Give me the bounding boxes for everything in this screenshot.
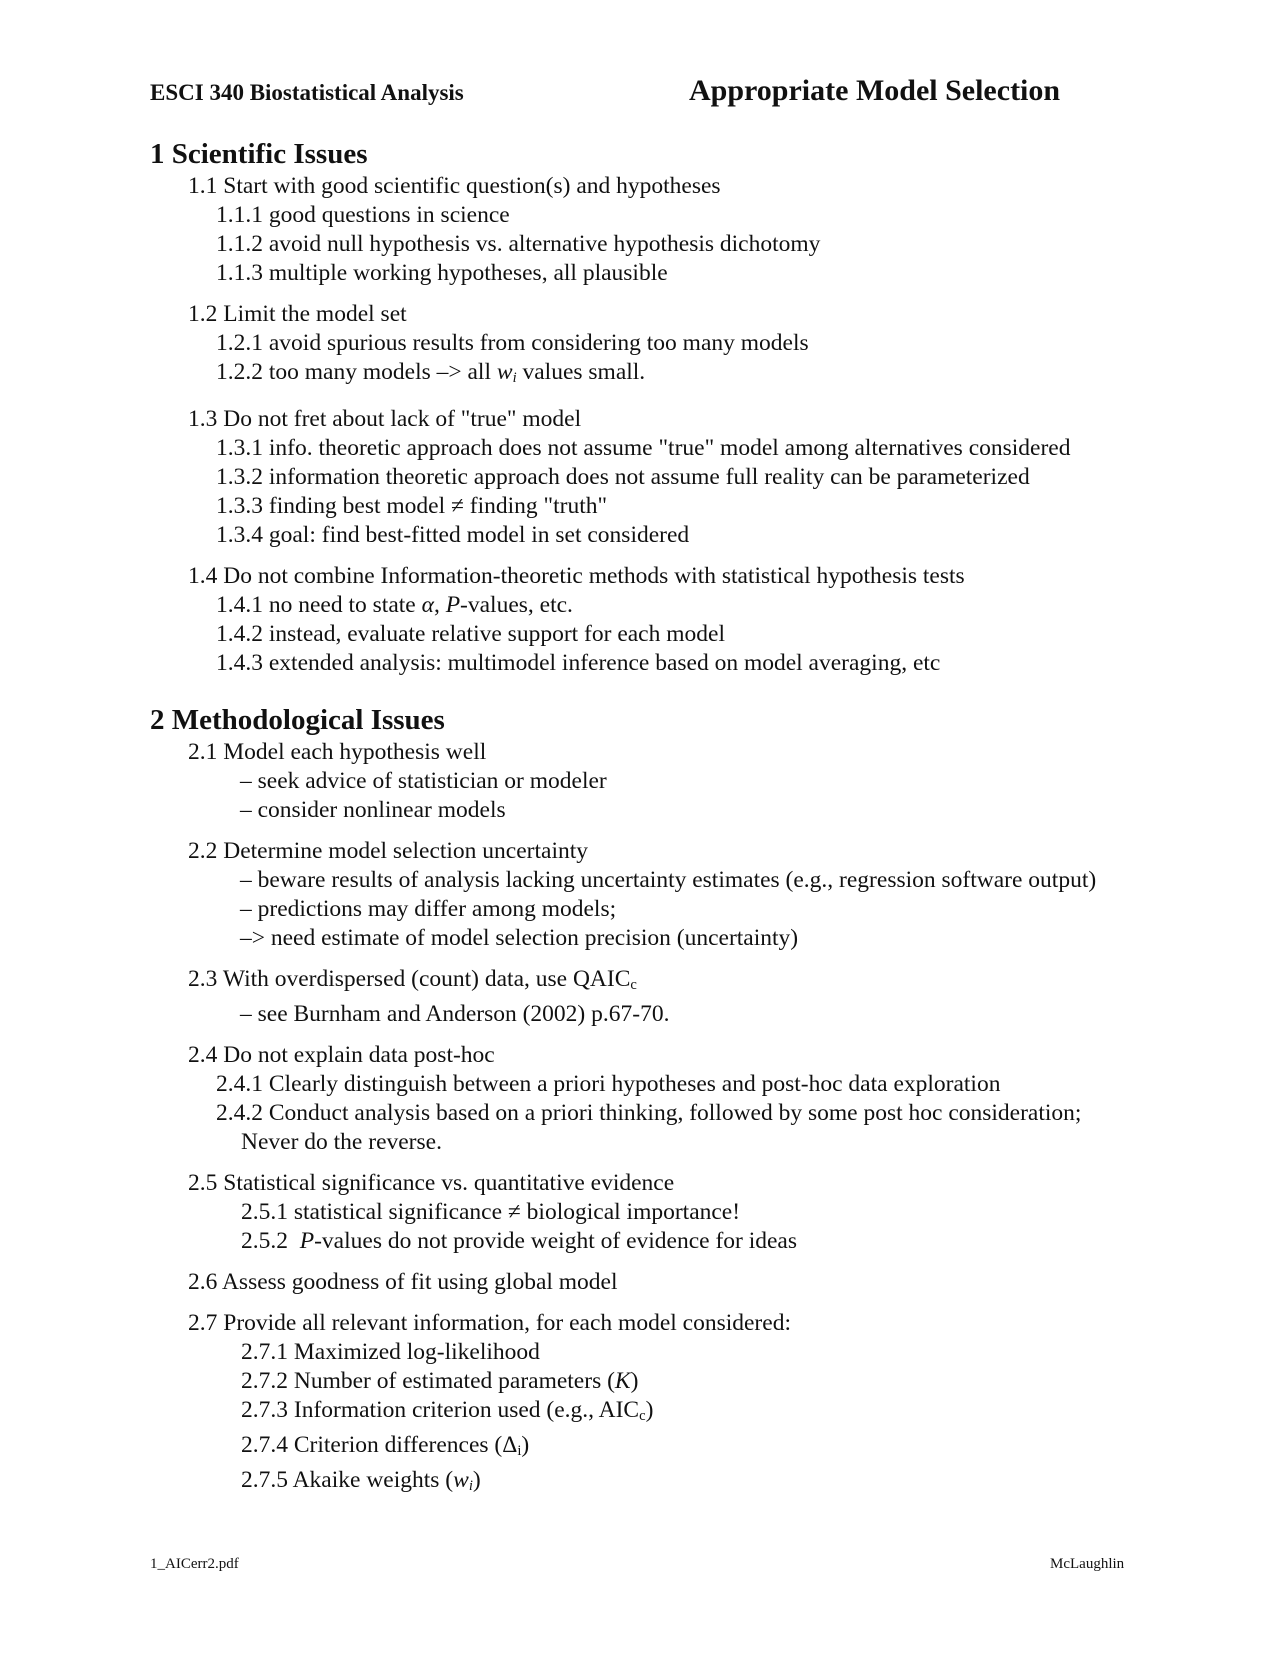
- section-heading-2: 2 Methodological Issues: [150, 704, 445, 736]
- list-item: – beware results of analysis lacking uncertainty estimates (e.g., regression software output): [240, 867, 1097, 893]
- list-item: – consider nonlinear models: [240, 797, 506, 823]
- item-text: 1.2.2 too many models –> all: [216, 359, 491, 385]
- item-text: 2.7.2 Number of estimated parameters (: [241, 1368, 615, 1394]
- group-2-1: [150, 738, 1250, 825]
- list-item: – seek advice of statistician or modeler: [240, 768, 607, 794]
- p-symbol: P: [445, 592, 461, 618]
- k-symbol: K: [614, 1368, 631, 1394]
- group-title: 1.3 Do not fret about lack of "true" model: [188, 406, 582, 432]
- footer-author: McLaughlin: [1050, 1556, 1125, 1572]
- list-item: [150, 1431, 1250, 1466]
- paren: ): [521, 1432, 530, 1458]
- list-item: [150, 591, 1250, 620]
- group-title: 2.2 Determine model selection uncertainty: [188, 838, 589, 864]
- paren: ): [645, 1397, 654, 1423]
- list-item: 1.3.1 info. theoretic approach does not assume "true" model among alternatives considered: [216, 435, 1071, 461]
- group-title: 1.4 Do not combine Information-theoretic methods with statistical hypothesis tests: [188, 563, 965, 589]
- list-item: [150, 1396, 1250, 1431]
- group-2-3: [150, 965, 1250, 1029]
- p-symbol: P: [299, 1228, 315, 1254]
- list-item: 2.7.1 Maximized log-likelihood: [241, 1339, 540, 1365]
- group-2-7: [150, 1309, 1250, 1501]
- list-item: – see Burnham and Anderson (2002) p.67-70.: [240, 1001, 670, 1027]
- paren: ): [630, 1368, 639, 1394]
- subscript: c: [639, 1408, 646, 1424]
- list-item: 2.5.1 statistical significance ≠ biological importance!: [241, 1199, 741, 1225]
- item-text: 1.4.1 no need to state: [216, 592, 416, 618]
- comma: ,: [433, 592, 440, 618]
- course-title: ESCI 340 Biostatistical Analysis: [150, 80, 464, 105]
- group-title: 2.1 Model each hypothesis well: [188, 739, 487, 765]
- group-title: 1.1 Start with good scientific question(s) and hypotheses: [188, 173, 721, 199]
- group-1-1: [150, 172, 1250, 288]
- item-text: 2.7.4 Criterion differences (Δ: [241, 1432, 518, 1458]
- group-title: 2.7 Provide all relevant information, for each model considered:: [188, 1310, 791, 1336]
- list-item: 2.4.1 Clearly distinguish between a priori hypotheses and post-hoc data exploration: [216, 1071, 1001, 1097]
- group-title-text: 2.3 With overdispersed (count) data, use QAIC: [188, 966, 631, 992]
- list-item: [150, 1367, 1250, 1396]
- weight-symbol: w: [453, 1467, 469, 1493]
- group-1-2: [150, 300, 1250, 393]
- list-item: 1.3.4 goal: find best-fitted model in set considered: [216, 522, 690, 548]
- list-item: 1.1.1 good questions in science: [216, 202, 510, 228]
- item-text: -values, etc.: [460, 592, 573, 618]
- group-2-2: [150, 837, 1250, 953]
- item-text: values small.: [522, 359, 646, 385]
- list-item: 1.3.2 information theoretic approach does not assume full reality can be parameterized: [216, 464, 1030, 490]
- list-item: –> need estimate of model selection precision (uncertainty): [240, 925, 799, 951]
- subscript: i: [517, 1443, 522, 1459]
- list-item: 1.1.3 multiple working hypotheses, all plausible: [216, 260, 668, 286]
- footer-filename: 1_AICerr2.pdf: [150, 1556, 239, 1572]
- subscript: i: [512, 370, 517, 386]
- group-1-4: [150, 562, 1250, 678]
- group-title: 2.5 Statistical significance vs. quantitative evidence: [188, 1170, 675, 1196]
- list-item: 2.4.2 Conduct analysis based on a priori thinking, followed by some post hoc consideration;: [216, 1100, 1082, 1126]
- list-item: 1.2.1 avoid spurious results from considering too many models: [216, 330, 809, 356]
- item-number: 2.5.2: [241, 1228, 288, 1254]
- list-item: 1.4.2 instead, evaluate relative support for each model: [216, 621, 725, 647]
- list-item: [150, 1466, 1250, 1501]
- subscript: c: [630, 977, 637, 993]
- item-text: -values do not provide weight of evidence for ideas: [314, 1228, 798, 1254]
- list-item: 1.3.3 finding best model ≠ finding "truth": [216, 493, 608, 519]
- document-body: [150, 136, 1250, 1501]
- group-1-3: [150, 405, 1250, 550]
- group-2-5: [150, 1169, 1250, 1256]
- group-2-6: [150, 1268, 1250, 1297]
- weight-symbol: w: [496, 359, 513, 385]
- group-title: 2.6 Assess goodness of fit using global model: [188, 1269, 618, 1295]
- list-item: – predictions may differ among models;: [240, 896, 617, 922]
- item-text: 2.7.3 Information criterion used (e.g., AIC: [241, 1397, 640, 1423]
- page-title: Appropriate Model Selection: [689, 74, 1061, 107]
- alpha-symbol: α: [421, 592, 434, 618]
- group-title: 2.4 Do not explain data post-hoc: [188, 1042, 495, 1068]
- list-item: [150, 1227, 1250, 1256]
- group-title: 1.2 Limit the model set: [188, 301, 407, 327]
- subscript: i: [468, 1478, 473, 1494]
- list-item: [150, 358, 1250, 393]
- section-heading-1: 1 Scientific Issues: [150, 138, 368, 170]
- list-item: 1.4.3 extended analysis: multimodel inference based on model averaging, etc: [216, 650, 941, 676]
- item-text: 2.7.5 Akaike weights (: [241, 1467, 454, 1493]
- group-title: [150, 965, 1250, 1000]
- group-2-4: [150, 1041, 1250, 1157]
- paren: ): [472, 1467, 481, 1493]
- list-item: 1.1.2 avoid null hypothesis vs. alternative hypothesis dichotomy: [216, 231, 821, 257]
- list-item-continuation: Never do the reverse.: [241, 1129, 442, 1155]
